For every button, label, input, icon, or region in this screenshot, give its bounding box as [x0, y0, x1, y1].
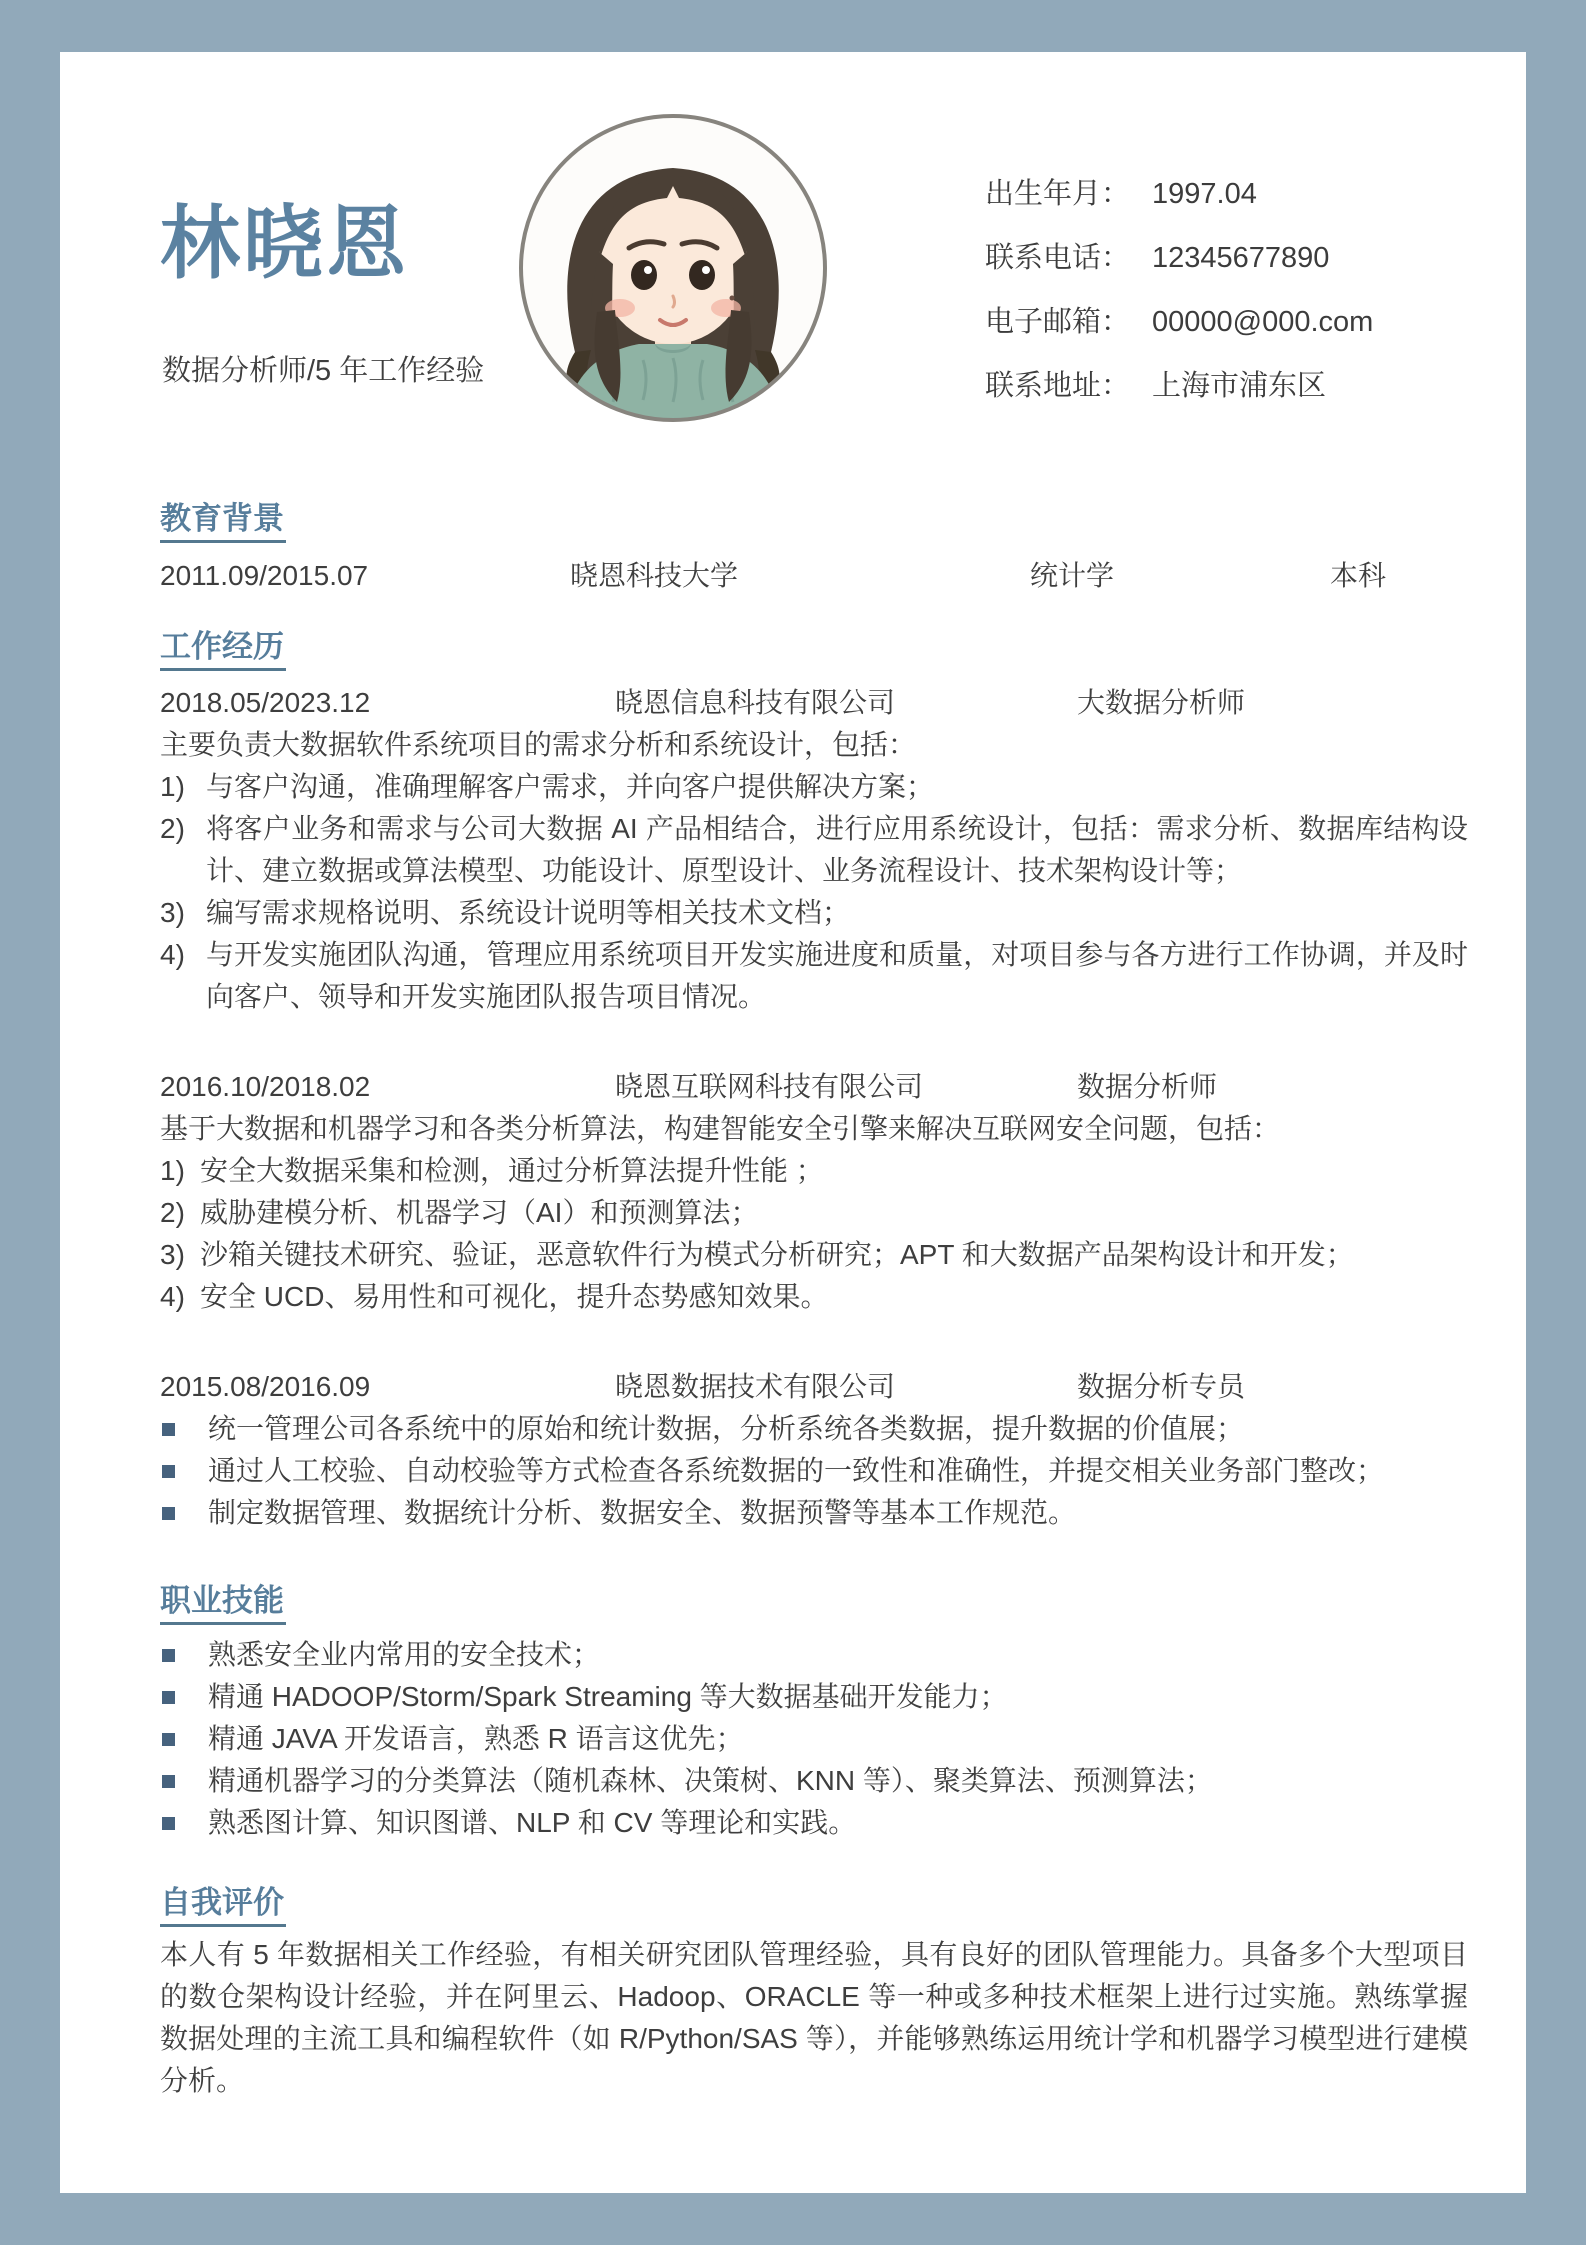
item-number: 2) [160, 1197, 185, 1228]
square-bullet-icon [162, 1775, 175, 1788]
item-text: 通过人工校验、自动校验等方式检查各系统数据的一致性和准确性，并提交相关业务部门整改； [208, 1455, 1385, 1486]
education-degree: 本科 [1330, 560, 1387, 591]
section-title-skills: 职业技能 [160, 1582, 286, 1625]
item-text: 熟悉安全业内常用的安全技术； [208, 1639, 601, 1670]
job-bullet-list [160, 1408, 1468, 1534]
job-duty-item [160, 1192, 1468, 1234]
job-header [160, 682, 1468, 724]
item-number: 2) [160, 813, 185, 844]
contact-info [985, 174, 1373, 430]
contact-label: 电子邮箱： [985, 306, 1131, 338]
item-number: 4) [160, 939, 185, 970]
job-header [160, 1366, 1468, 1408]
job-role: 大数据分析师 [1077, 687, 1246, 718]
item-text: 编写需求规格说明、系统设计说明等相关技术文档； [206, 897, 851, 928]
education-row [160, 555, 1468, 597]
candidate-subtitle: 数据分析师/5 年工作经验 [162, 355, 485, 387]
square-bullet-icon [162, 1423, 175, 1436]
section-title-experience: 工作经历 [160, 628, 286, 671]
job-header [160, 1066, 1468, 1108]
education-school: 晓恩科技大学 [570, 560, 739, 591]
job-company: 晓恩信息科技有限公司 [615, 687, 896, 718]
job-role: 数据分析师 [1077, 1071, 1218, 1102]
item-text: 精通 JAVA 开发语言，熟悉 R 语言这优先； [208, 1723, 744, 1754]
section-skills [160, 1582, 1468, 1844]
job-entry-3 [160, 1366, 1468, 1534]
resume-page [60, 52, 1526, 2193]
job-duty-item [160, 1234, 1468, 1276]
job-bullet-item [160, 1492, 1468, 1534]
job-duty-item [160, 934, 1468, 1018]
item-text: 与开发实施团队沟通，管理应用系统项目开发实施进度和质量，对项目参与各方进行工作协调，并及时向客户、领导和开发实施团队报告项目情况。 [206, 939, 1468, 1012]
skills-list [160, 1634, 1468, 1844]
job-period: 2016.10/2018.02 [160, 1071, 371, 1102]
avatar [517, 112, 829, 424]
square-bullet-icon [162, 1817, 175, 1830]
job-duty-item [160, 1150, 1468, 1192]
item-text: 熟悉图计算、知识图谱、NLP 和 CV 等理论和实践。 [208, 1807, 857, 1838]
job-duty-item [160, 808, 1468, 892]
square-bullet-icon [162, 1691, 175, 1704]
contact-row-birth [985, 174, 1373, 214]
avatar-illustration [517, 112, 829, 424]
section-evaluation [160, 1884, 1468, 2102]
item-text: 精通 HADOOP/Storm/Spark Streaming 等大数据基础开发能力； [208, 1681, 1008, 1712]
item-text: 沙箱关键技术研究、验证，恶意软件行为模式分析研究；APT 和大数据产品架构设计和开发； [200, 1239, 1354, 1270]
skill-item [160, 1760, 1468, 1802]
contact-label: 出生年月： [985, 178, 1131, 210]
item-text: 威胁建模分析、机器学习（AI）和预测算法； [200, 1197, 759, 1228]
section-education [160, 500, 1468, 597]
square-bullet-icon [162, 1465, 175, 1478]
item-number: 4) [160, 1281, 185, 1312]
skill-item [160, 1802, 1468, 1844]
item-number: 3) [160, 1239, 185, 1270]
item-text: 统一管理公司各系统中的原始和统计数据，分析系统各类数据，提升数据的价值展； [208, 1413, 1245, 1444]
contact-row-email [985, 302, 1373, 342]
job-bullet-item [160, 1408, 1468, 1450]
job-duty-item [160, 892, 1468, 934]
contact-value: 1997.04 [1152, 178, 1257, 210]
job-company: 晓恩数据技术有限公司 [615, 1371, 896, 1402]
item-text: 与客户沟通，准确理解客户需求，并向客户提供解决方案； [206, 771, 935, 802]
skill-item [160, 1718, 1468, 1760]
job-entry-1 [160, 682, 1468, 1018]
education-major: 统计学 [1030, 560, 1115, 591]
job-summary: 主要负责大数据软件系统项目的需求分析和系统设计，包括： [160, 729, 917, 760]
square-bullet-icon [162, 1507, 175, 1520]
skill-item [160, 1676, 1468, 1718]
section-title-education: 教育背景 [160, 500, 286, 543]
contact-row-phone [985, 238, 1373, 278]
job-duty-item [160, 766, 1468, 808]
contact-label: 联系电话： [985, 242, 1131, 274]
job-period: 2018.05/2023.12 [160, 687, 371, 718]
item-number: 3) [160, 897, 185, 928]
job-role: 数据分析专员 [1077, 1371, 1246, 1402]
item-number: 1) [160, 771, 185, 802]
item-text: 将客户业务和需求与公司大数据 AI 产品相结合，进行应用系统设计，包括：需求分析、数据库结构设计、建立数据或算法模型、功能设计、原型设计、业务流程设计、技术架构设计等； [206, 813, 1468, 886]
contact-label: 联系地址： [985, 370, 1131, 402]
contact-value: 00000@000.com [1152, 306, 1374, 338]
skill-item [160, 1634, 1468, 1676]
job-duty-item [160, 1276, 1468, 1318]
job-company: 晓恩互联网科技有限公司 [615, 1071, 924, 1102]
education-period: 2011.09/2015.07 [160, 560, 369, 591]
job-period: 2015.08/2016.09 [160, 1371, 371, 1402]
section-title-evaluation: 自我评价 [160, 1884, 286, 1927]
job-entry-2 [160, 1066, 1468, 1318]
section-experience [160, 628, 1468, 1534]
square-bullet-icon [162, 1733, 175, 1746]
job-bullet-item [160, 1450, 1468, 1492]
item-text: 安全 UCD、易用性和可视化，提升态势感知效果。 [200, 1281, 829, 1312]
evaluation-text: 本人有 5 年数据相关工作经验，有相关研究团队管理经验，具有良好的团队管理能力。具备多个大型项目的数仓架构设计经验，并在阿里云、Hadoop、ORACLE 等一种或多种技术框架上进行过实施。熟练掌握数据处理的主流工具和编程软件（如 R/Python/SAS 等），并能够熟练运用统计学和机器学习模型进行建模分析。 [160, 1939, 1468, 2096]
contact-value: 12345677890 [1152, 242, 1330, 274]
contact-row-address [985, 366, 1373, 406]
item-text: 安全大数据采集和检测，通过分析算法提升性能 ； [200, 1155, 824, 1186]
item-text: 精通机器学习的分类算法（随机森林、决策树、KNN 等）、聚类算法、预测算法； [208, 1765, 1213, 1796]
candidate-name: 林晓恩 [160, 199, 409, 288]
item-number: 1) [160, 1155, 185, 1186]
item-text: 制定数据管理、数据统计分析、数据安全、数据预警等基本工作规范。 [208, 1497, 1077, 1528]
job-summary: 基于大数据和机器学习和各类分析算法，构建智能安全引擎来解决互联网安全问题，包括： [160, 1113, 1281, 1144]
contact-value: 上海市浦东区 [1152, 370, 1327, 402]
square-bullet-icon [162, 1649, 175, 1662]
